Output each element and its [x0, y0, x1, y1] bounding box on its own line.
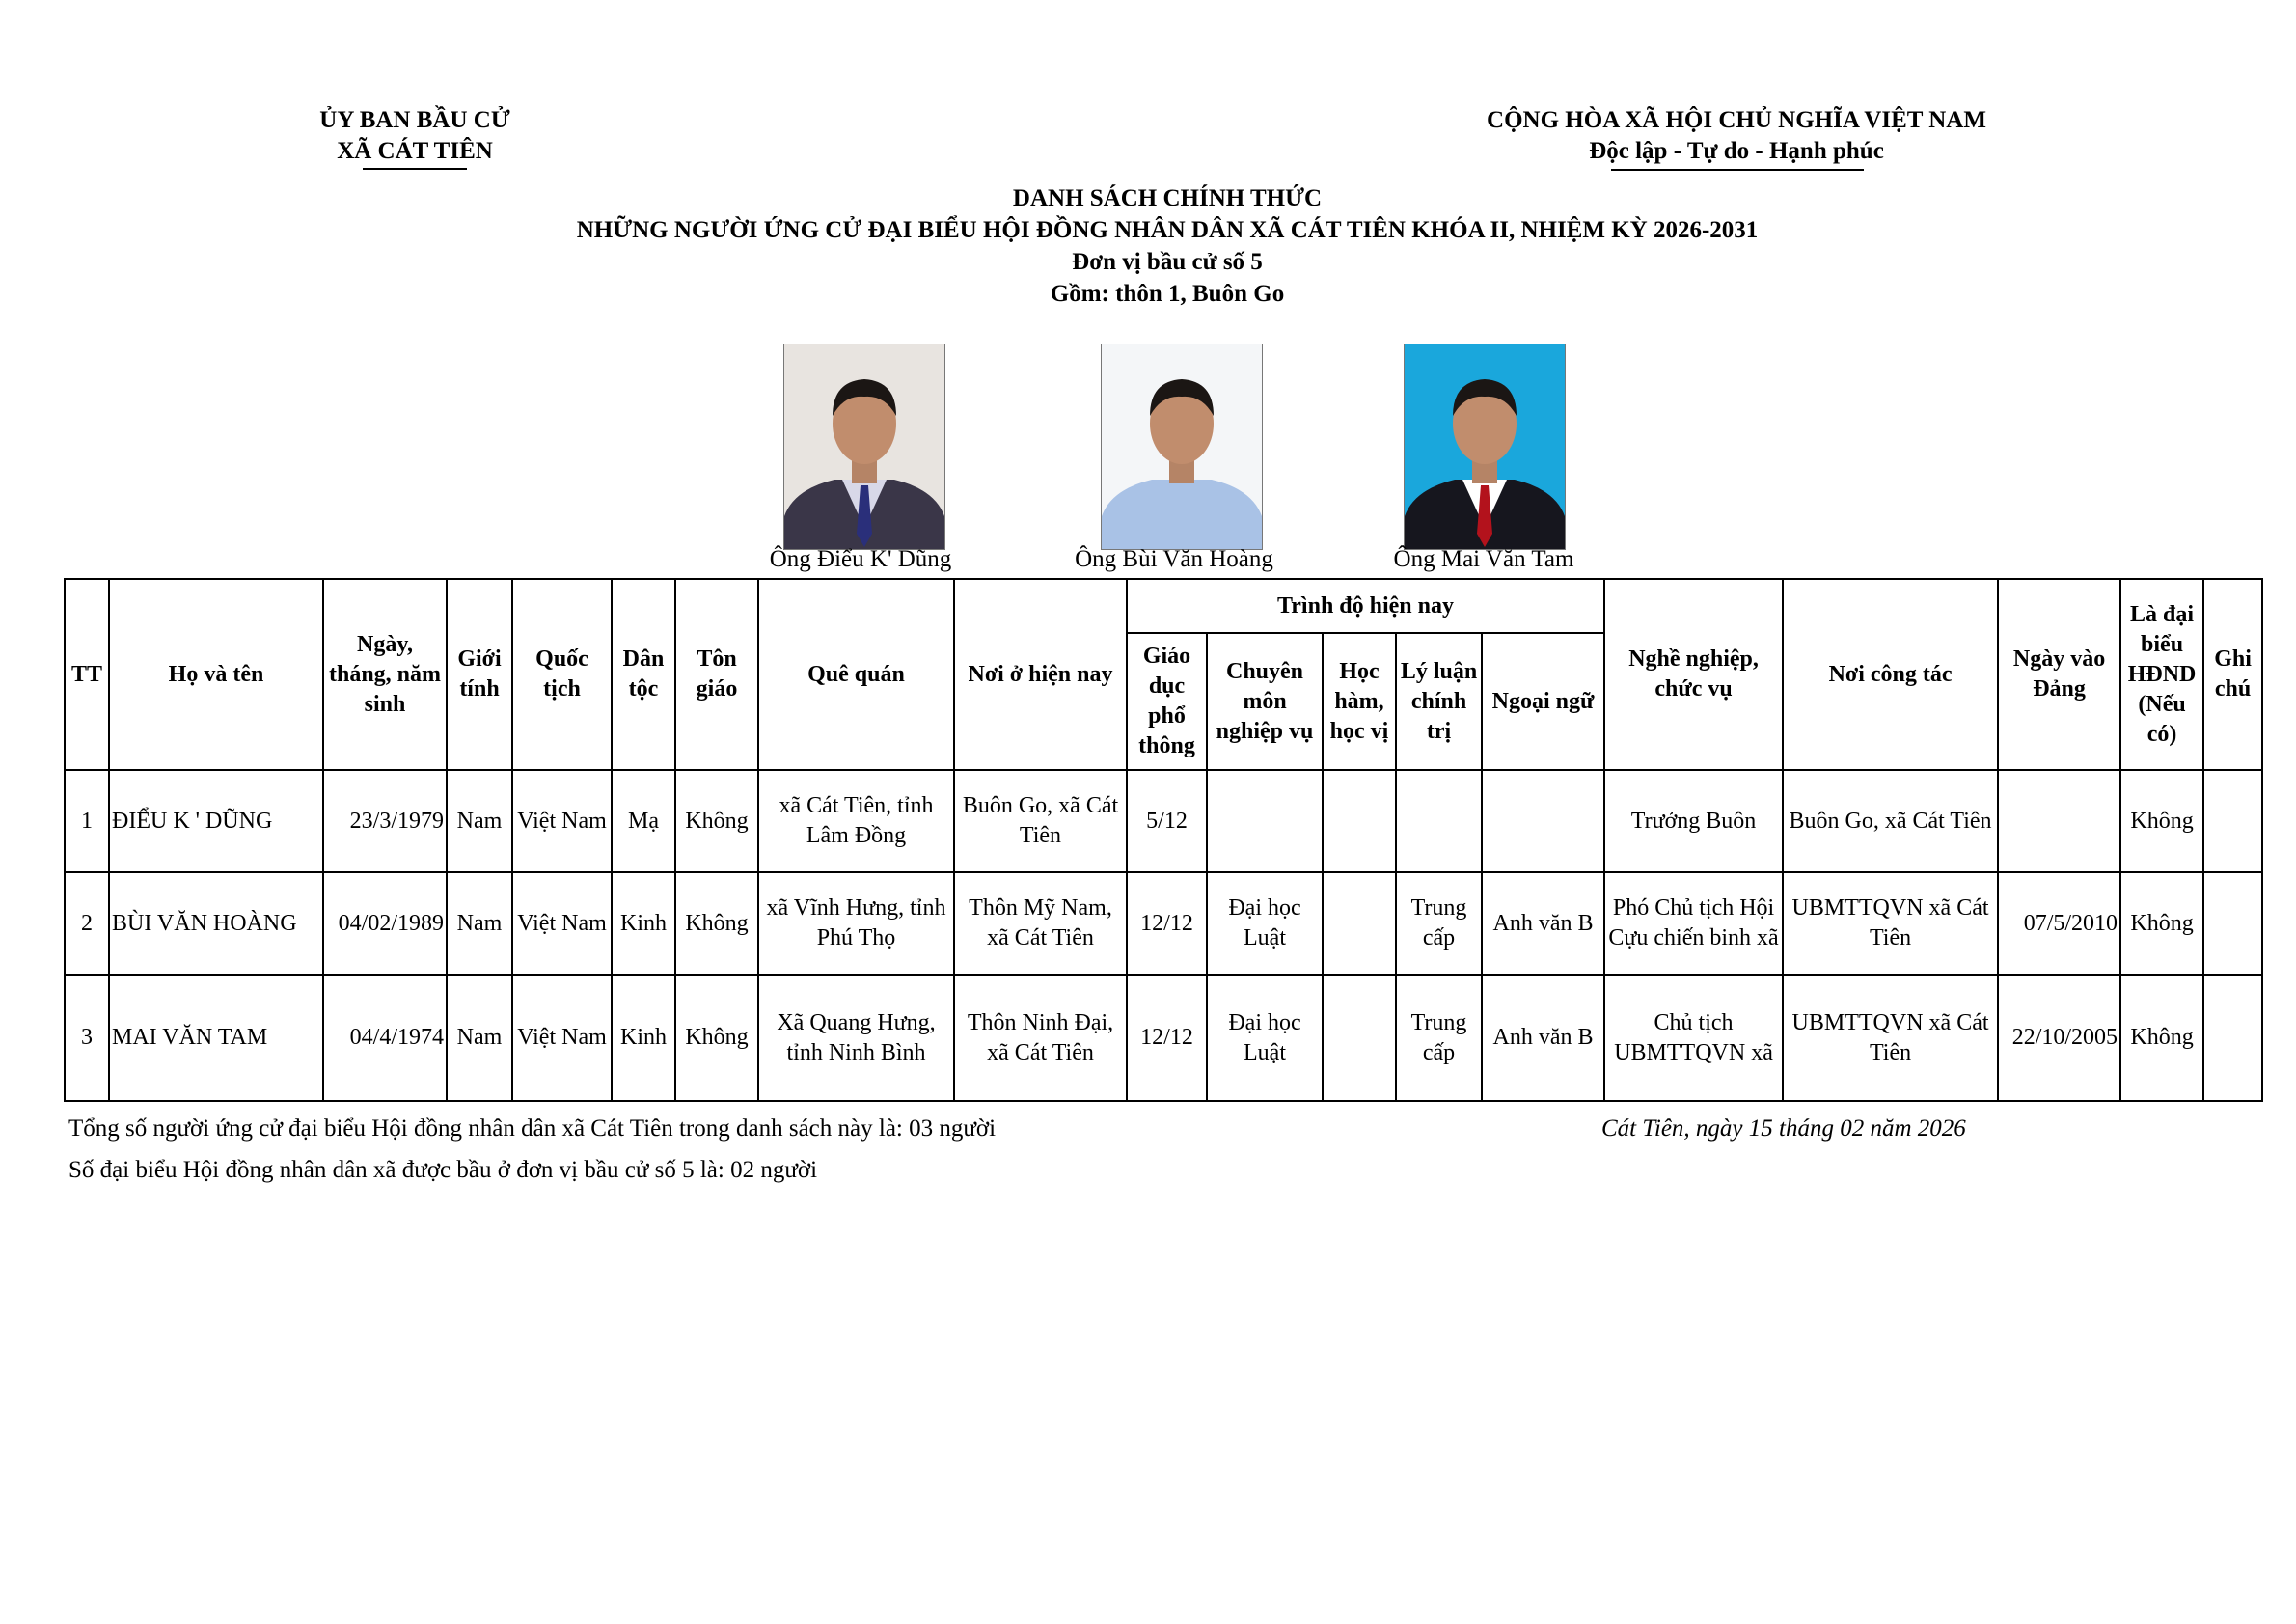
row-full-name: MAI VĂN TAM	[109, 975, 323, 1101]
candidate-photo-3	[1404, 344, 1566, 550]
row-foreign-language	[1482, 770, 1604, 872]
row-residence: Thôn Mỹ Nam, xã Cát Tiên	[954, 872, 1127, 975]
header-religion: Tôn giáo	[675, 579, 758, 770]
header-workplace: Nơi công tác	[1783, 579, 1998, 770]
photo-caption-1: Ông Điểu K' Dũng	[769, 546, 952, 572]
row-residence: Buôn Go, xã Cát Tiên	[954, 770, 1127, 872]
row-gender: Nam	[447, 872, 512, 975]
row-gender: Nam	[447, 770, 512, 872]
row-ethnicity: Kinh	[612, 872, 675, 975]
header-nationality: Quốc tịch	[512, 579, 612, 770]
doc-title: DANH SÁCH CHÍNH THỨC	[1012, 185, 1323, 211]
row-occupation: Phó Chủ tịch Hội Cựu chiến binh xã	[1604, 872, 1783, 975]
row-general-education: 12/12	[1127, 975, 1207, 1101]
committee-line1: ỦY BAN BẦU CỬ	[319, 107, 510, 133]
row-occupation: Chủ tịch UBMTTQVN xã	[1604, 975, 1783, 1101]
table-row	[65, 872, 2262, 975]
row-birth-date: 04/4/1974	[323, 975, 447, 1101]
row-specialty: Đại học Luật	[1207, 872, 1323, 975]
doc-subtitle: NHỮNG NGƯỜI ỨNG CỬ ĐẠI BIỂU HỘI ĐỒNG NHÂN DÂN XÃ CÁT TIÊN KHÓA II, NHIỆM KỲ 2026-2031	[576, 217, 1759, 243]
motto-line: Độc lập - Tự do - Hạnh phúc	[1589, 138, 1884, 164]
row-is-delegate: Không	[2120, 872, 2203, 975]
row-religion: Không	[675, 975, 758, 1101]
row-nationality: Việt Nam	[512, 975, 612, 1101]
row-academic-title	[1323, 770, 1396, 872]
header-gender: Giới tính	[447, 579, 512, 770]
table-row	[65, 975, 2262, 1101]
row-specialty	[1207, 770, 1323, 872]
electoral-unit: Đơn vị bầu cử số 5	[1072, 249, 1263, 275]
row-specialty: Đại học Luật	[1207, 975, 1323, 1101]
row-occupation: Trưởng Buôn	[1604, 770, 1783, 872]
row-ethnicity: Mạ	[612, 770, 675, 872]
committee-underline	[363, 168, 467, 170]
motto-underline	[1611, 169, 1864, 171]
row-general-education: 5/12	[1127, 770, 1207, 872]
row-party-date: 07/5/2010	[1998, 872, 2120, 975]
row-religion: Không	[675, 872, 758, 975]
committee-line2: XÃ CÁT TIÊN	[337, 138, 493, 164]
header-notes: Ghi chú	[2203, 579, 2262, 770]
row-gender: Nam	[447, 975, 512, 1101]
header-tt: TT	[65, 579, 109, 770]
header-qualification-group: Trình độ hiện nay	[1127, 579, 1604, 633]
header-full-name: Họ và tên	[109, 579, 323, 770]
header-occupation: Nghề nghiệp, chức vụ	[1604, 579, 1783, 770]
place-date: Cát Tiên, ngày 15 tháng 02 năm 2026	[1601, 1115, 1966, 1142]
row-nationality: Việt Nam	[512, 770, 612, 872]
candidate-photo-2	[1101, 344, 1263, 550]
row-workplace: Buôn Go, xã Cát Tiên	[1783, 770, 1998, 872]
row-foreign-language: Anh văn B	[1482, 872, 1604, 975]
row-workplace: UBMTTQVN xã Cát Tiên	[1783, 975, 1998, 1101]
row-notes	[2203, 770, 2262, 872]
row-birth-date: 23/3/1979	[323, 770, 447, 872]
candidate-photo-1	[783, 344, 945, 550]
row-full-name: BÙI VĂN HOÀNG	[109, 872, 323, 975]
header-party-date: Ngày vào Đảng	[1998, 579, 2120, 770]
row-political-theory: Trung cấp	[1396, 975, 1482, 1101]
row-hometown: xã Cát Tiên, tỉnh Lâm Đồng	[758, 770, 954, 872]
row-number: 1	[65, 770, 109, 872]
committee-name	[222, 105, 608, 167]
row-hometown: Xã Quang Hưng, tỉnh Ninh Bình	[758, 975, 954, 1101]
header-academic-title: Học hàm, học vị	[1323, 633, 1396, 770]
row-academic-title	[1323, 975, 1396, 1101]
row-number: 2	[65, 872, 109, 975]
row-notes	[2203, 975, 2262, 1101]
header-political-theory: Lý luận chính trị	[1396, 633, 1482, 770]
row-academic-title	[1323, 872, 1396, 975]
row-religion: Không	[675, 770, 758, 872]
photo-caption-3: Ông Mai Văn Tam	[1393, 546, 1574, 572]
row-full-name: ĐIỂU K ' DŨNG	[109, 770, 323, 872]
national-motto	[1408, 105, 2064, 167]
country-name: CỘNG HÒA XÃ HỘI CHỦ NGHĨA VIỆT NAM	[1487, 107, 1986, 133]
row-notes	[2203, 872, 2262, 975]
row-birth-date: 04/02/1989	[323, 872, 447, 975]
row-foreign-language: Anh văn B	[1482, 975, 1604, 1101]
table-row	[65, 770, 2262, 872]
header-foreign-language: Ngoại ngữ	[1482, 633, 1604, 770]
row-number: 3	[65, 975, 109, 1101]
row-is-delegate: Không	[2120, 975, 2203, 1101]
header-ethnicity: Dân tộc	[612, 579, 675, 770]
row-general-education: 12/12	[1127, 872, 1207, 975]
elected-count-note: Số đại biểu Hội đồng nhân dân xã được bầu ở đơn vị bầu cử số 5 là: 02 người	[68, 1157, 818, 1183]
row-is-delegate: Không	[2120, 770, 2203, 872]
row-nationality: Việt Nam	[512, 872, 612, 975]
row-party-date: 22/10/2005	[1998, 975, 2120, 1101]
candidate-table	[64, 578, 2263, 1102]
row-ethnicity: Kinh	[612, 975, 675, 1101]
header-residence: Nơi ở hiện nay	[954, 579, 1127, 770]
row-residence: Thôn Ninh Đại, xã Cát Tiên	[954, 975, 1127, 1101]
header-birth-date: Ngày, tháng, năm sinh	[323, 579, 447, 770]
header-is-delegate: Là đại biểu HĐND (Nếu có)	[2120, 579, 2203, 770]
total-candidates-note: Tổng số người ứng cử đại biểu Hội đồng nhân dân xã Cát Tiên trong danh sách này là: 03 người	[68, 1115, 997, 1142]
electoral-area: Gồm: thôn 1, Buôn Go	[1050, 281, 1285, 307]
row-hometown: xã Vĩnh Hưng, tỉnh Phú Thọ	[758, 872, 954, 975]
header-general-education: Giáo dục phổ thông	[1127, 633, 1207, 770]
row-workplace: UBMTTQVN xã Cát Tiên	[1783, 872, 1998, 975]
header-hometown: Quê quán	[758, 579, 954, 770]
row-party-date	[1998, 770, 2120, 872]
row-political-theory	[1396, 770, 1482, 872]
row-political-theory: Trung cấp	[1396, 872, 1482, 975]
header-specialty: Chuyên môn nghiệp vụ	[1207, 633, 1323, 770]
photo-caption-2: Ông Bùi Văn Hoàng	[1075, 546, 1273, 572]
